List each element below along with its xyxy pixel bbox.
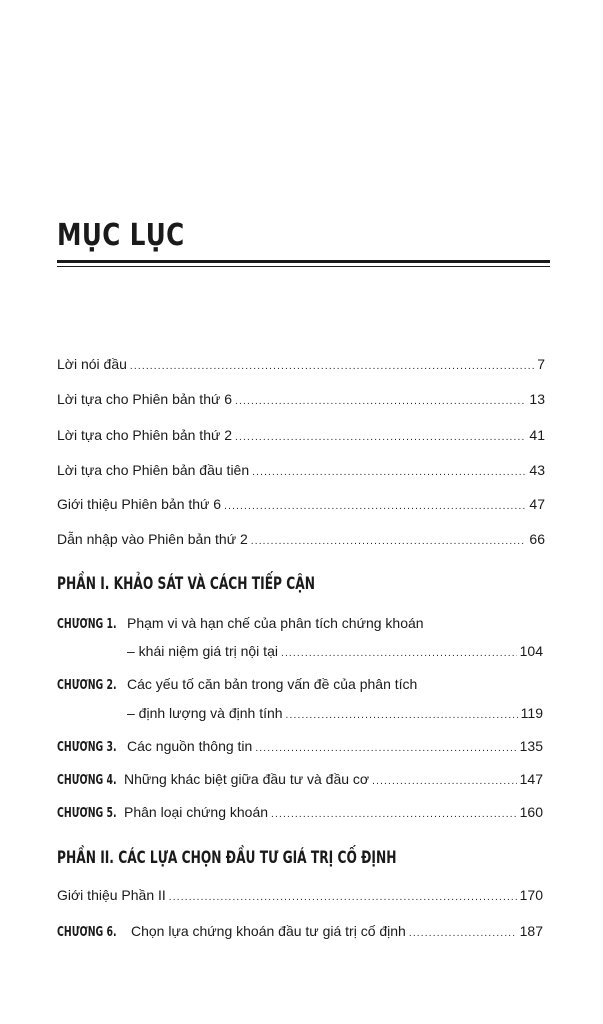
toc-entry-page: 147 — [519, 771, 543, 787]
toc-entry-chapter-3[interactable] — [127, 737, 543, 758]
chapter-label: CHƯƠNG 2. — [57, 678, 117, 693]
chapter-label: CHƯƠNG 3. — [57, 740, 117, 755]
toc-entry-page: 47 — [529, 496, 545, 512]
toc-entry-foreword-2[interactable] — [57, 426, 545, 447]
toc-entry-text: Dẫn nhập vào Phiên bản thứ 2 — [57, 531, 248, 547]
toc-entry-text: Các nguồn thông tin — [127, 738, 253, 754]
toc-entry-page: 41 — [529, 427, 545, 443]
toc-entry-text: Phân loại chứng khoán — [124, 804, 269, 820]
toc-entry-foreword-6[interactable] — [57, 390, 545, 411]
toc-entry-page: 7 — [537, 356, 545, 372]
toc-entry-preface[interactable] — [57, 355, 545, 376]
toc-entry-page: 119 — [520, 705, 543, 721]
toc-entry-chapter-4[interactable] — [124, 770, 543, 791]
toc-entry-page: 104 — [519, 643, 543, 659]
title-rule — [57, 260, 550, 268]
toc-entry-text: Giới thiệu Phần II — [57, 887, 166, 903]
toc-entry-text: Chọn lựa chứng khoán đầu tư giá trị cố định — [131, 923, 406, 939]
chapter-label: CHƯƠNG 1. — [57, 617, 117, 632]
toc-entry-text: – khái niệm giá trị nội tại — [127, 643, 278, 659]
toc-entry-intro-6[interactable] — [57, 495, 545, 516]
toc-entry-chapter-5[interactable] — [124, 803, 543, 824]
toc-entry-chapter-1[interactable] — [127, 642, 543, 663]
chapter-label: CHƯƠNG 4. — [57, 773, 117, 788]
toc-entry-page: 66 — [529, 531, 545, 547]
toc-entry-text: Lời nói đầu — [57, 356, 127, 372]
toc-entry-text: – định lượng và định tính — [127, 705, 283, 721]
chapter-label: CHƯƠNG 5. — [57, 806, 117, 821]
toc-entry-page: 170 — [519, 887, 543, 903]
toc-entry-text: Giới thiệu Phiên bản thứ 6 — [57, 496, 222, 512]
chapter-title[interactable]: Các yếu tố căn bản trong vấn đề của phân tích — [127, 676, 418, 692]
chapter-label: CHƯƠNG 6. — [57, 925, 117, 940]
toc-entry-page: 13 — [529, 391, 545, 407]
toc-entry-text: Lời tựa cho Phiên bản thứ 2 — [57, 427, 233, 443]
toc-entry-page: 187 — [519, 923, 543, 939]
toc-entry-text: Những khác biệt giữa đầu tư và đầu cơ — [124, 771, 370, 787]
page-title: MỤC LỤC — [57, 218, 185, 253]
toc-entry-chapter-2[interactable] — [127, 704, 543, 725]
part-heading: PHẦN II. CÁC LỰA CHỌN ĐẦU TƯ GIÁ TRỊ CỐ ĐỊNH — [57, 848, 397, 868]
toc-entry-text: Lời tựa cho Phiên bản thứ 6 — [57, 391, 233, 407]
toc-entry-chapter-6[interactable] — [131, 922, 543, 943]
toc-entry-intro-2[interactable] — [57, 530, 545, 551]
toc-entry-page: 43 — [529, 462, 545, 478]
toc-entry-page: 135 — [519, 738, 543, 754]
toc-entry-text: Lời tựa cho Phiên bản đầu tiên — [57, 462, 250, 478]
toc-entry-page: 160 — [519, 804, 543, 820]
part-heading: PHẦN I. KHẢO SÁT VÀ CÁCH TIẾP CẬN — [57, 574, 315, 594]
toc-entry-part2-intro[interactable] — [57, 886, 543, 907]
toc-entry-foreword-1[interactable] — [57, 461, 545, 482]
chapter-title[interactable]: Phạm vi và hạn chế của phân tích chứng khoán — [127, 615, 424, 631]
